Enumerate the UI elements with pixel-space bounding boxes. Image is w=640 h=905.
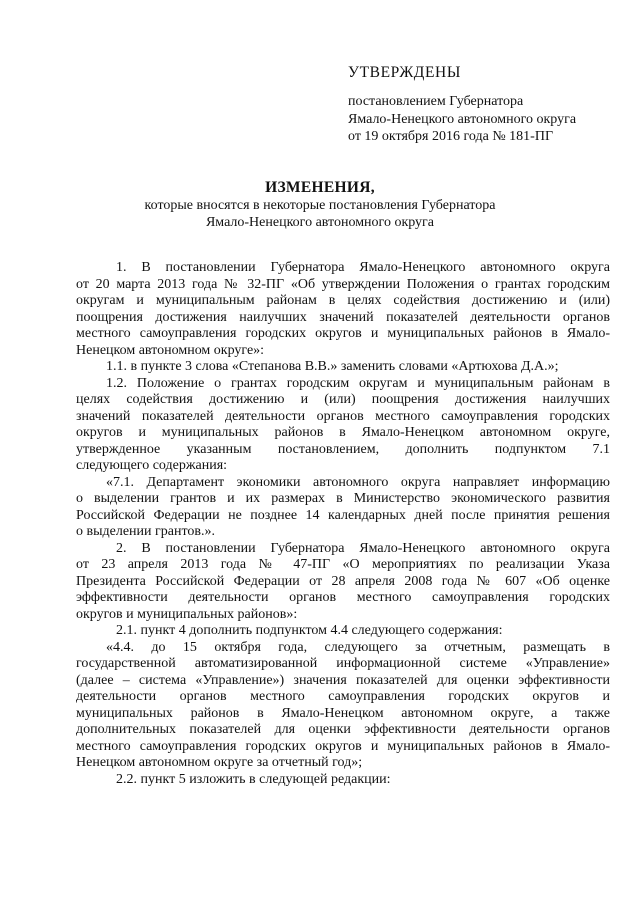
paragraph-line: деятельности органов местного самоуправления городских округов и — [76, 689, 610, 704]
paragraph-line: местного самоуправления городских округов и муниципальных районов в Ямало- — [76, 326, 610, 341]
paragraph-line: о выделении грантов.». — [76, 524, 216, 539]
paragraph-line: округов и муниципальных районов»: — [76, 606, 298, 622]
paragraph-line: Ненецком автономном округе»: — [76, 342, 265, 358]
paragraph-line: значений показателей деятельности органов местного самоуправления городских — [76, 408, 610, 424]
paragraph-line: государственной автоматизированной информационной системе «Управление» — [76, 656, 610, 671]
paragraph-line: округам и муниципальным районам в целях содействия достижению и (или) — [76, 293, 610, 308]
paragraph-line: местного самоуправления городских округов и муниципальных районов в Ямало- — [76, 738, 610, 754]
document-title: ИЗМЕНЕНИЯ, — [265, 179, 375, 196]
paragraph-line: от 23 апреля 2013 года № 47-ПГ «О мероприятиях по реализации Указа — [76, 557, 610, 572]
paragraph-line: 2.2. пункт 5 изложить в следующей редакции: — [116, 771, 391, 787]
approval-title: УТВЕРЖДЕНЫ — [348, 64, 461, 81]
paragraph-line: 2. В постановлении Губернатора Ямало-Ненецкого автономного округа — [116, 540, 610, 556]
paragraph-line: муниципальных районов в Ямало-Ненецком автономном округе, а также — [76, 705, 610, 721]
paragraph-line: поощрения достижения наилучших значений показателей деятельности органов — [76, 309, 610, 325]
paragraph-line: эффективности деятельности органов местного самоуправления городских — [76, 590, 610, 605]
paragraph-line: 2.1. пункт 4 дополнить подпунктом 4.4 следующего содержания: — [116, 623, 503, 638]
document-subtitle: Ямало-Ненецкого автономного округа — [205, 215, 435, 230]
paragraph-line: «4.4. до 15 октября года, следующего за отчетным, размещать в — [106, 639, 610, 655]
paragraph-line: целях содействия достижению и (или) поощрения достижения наилучших — [76, 392, 610, 407]
paragraph-line: 1. В постановлении Губернатора Ямало-Ненецкого автономного округа — [116, 260, 610, 275]
document-subtitle: которые вносятся в некоторые постановления Губернатора — [144, 198, 496, 213]
paragraph-line: Президента Российской Федерации от 28 апреля 2008 года № 607 «Об оценке — [76, 573, 610, 589]
paragraph-line: от 20 марта 2013 года № 32-ПГ «Об утверждении Положения о грантах городским — [76, 276, 610, 292]
paragraph-line: 1.1. в пункте 3 слова «Степанова В.В.» заменить словами «Артюхова Д.А.»; — [106, 359, 559, 374]
paragraph-line: округов и муниципальных районов в Ямало-Ненецком автономном округе, — [76, 425, 610, 440]
paragraph-line: Российской Федерации не позднее 14 календарных дней после принятия решения — [76, 507, 610, 523]
paragraph-line: о выделении грантов и их размерах в Министерство экономического развития — [76, 491, 610, 506]
approval-line: постановлением Губернатора — [348, 94, 524, 109]
paragraph-line: «7.1. Департамент экономики автономного округа направляет информацию — [106, 474, 610, 490]
paragraph-line: 1.2. Положение о грантах городским округам и муниципальным районам в — [106, 375, 610, 391]
paragraph-line: утвержденное указанным постановлением, дополнить подпунктом 7.1 — [76, 441, 610, 457]
approval-block — [348, 64, 628, 146]
approval-line: Ямало-Ненецкого автономного округа — [348, 111, 577, 127]
document-body — [76, 260, 610, 788]
paragraph-line: следующего содержания: — [76, 458, 228, 473]
paragraph-line: дополнительных показателей для оценки эффективности деятельности органов — [76, 722, 610, 737]
approval-line: от 19 октября 2016 года № 181-ПГ — [348, 129, 554, 144]
paragraph-line: Ненецком автономном округе за отчетный год»; — [76, 755, 363, 770]
paragraph-line: (далее – система «Управление») значения показателей для оценки эффективности — [76, 672, 610, 688]
